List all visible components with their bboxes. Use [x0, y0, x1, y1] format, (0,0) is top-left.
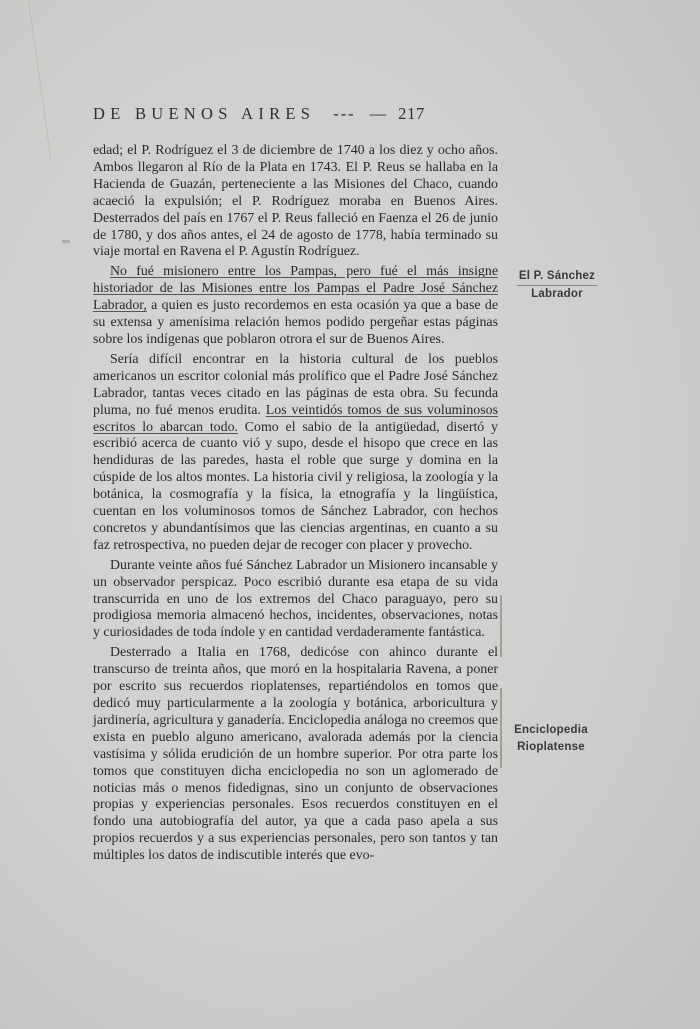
margin-note-line: Rioplatense — [517, 741, 585, 753]
margin-note-sanchez-labrador — [507, 268, 607, 303]
paragraph-2 — [93, 264, 498, 349]
paragraph-3-rest: Como el sabio de la antigüedad, disertó y escribió acerca de cuanto vió y supo, desde el hisopo que crece en las hendiduras de las paredes, hasta el roble que surge y domina en la cúspide de los altos montes. La historia civil y religiosa, la zoología y la botánica, la cosmografía y la física, la etnografía y la lingüística, cuentan en los voluminosos tomos de Sánchez Labrador, con hechos concretos y abundantísimos que las ciencias argentinas, en cuanto a su faz retrospectiva, no pueden dejar de recoger con placer y provecho. — [93, 419, 498, 553]
paragraph-3 — [93, 352, 498, 555]
paragraph-1: edad; el P. Rodríguez el 3 de diciembre de 1740 a los diez y ocho años. Ambos llegaron al Río de la Plata en 1743. El P. Reus se hallaba en la Hacienda de Guazán, perteneciente a las Misiones del Chaco, cuando acaeció la expulsión; el P. Rodríguez moraba en Buenos Aires. Desterrados del país en 1767 el P. Reus falleció en Faenza el 26 de junio de 1780, y dos años antes, el 24 de agosto de 1778, había terminado su viaje mortal en Ravena el P. Agustín Rodríguez. — [93, 143, 498, 260]
pencil-margin-line — [500, 688, 502, 768]
underlined-passage: No fué misionero entre los Pampas, pero fué el más insigne historiador de las Misiones entre los Pampas el Padre José Sánchez Labrador, — [93, 264, 498, 314]
margin-note-enciclopedia — [509, 722, 593, 756]
margin-note-line: Enciclopedia — [514, 724, 588, 736]
page-number: 217 — [398, 104, 425, 123]
pencil-margin-line — [500, 595, 502, 657]
body-text — [93, 143, 498, 865]
margin-note-line: El P. Sánchez — [517, 268, 597, 286]
header-dash: — — [369, 104, 387, 123]
paper-crease — [28, 0, 51, 158]
paragraph-5: Desterrado a Italia en 1768, dedicóse con ahinco durante el transcurso de treinta años, que moró en la hospitalaria Ravena, a poner por escrito sus recuerdos rioplatenses, repartiéndolos en tomos que dedicó muy particularmente a la zoología y botánica, arboricultura y jardinería, agricultura y ganadería. Enciclopedia análoga no creemos que exista en pueblo alguno americano, avalorada además por la ciencia vastísima y sólida erudición de un hombre superior. Por otra parte los tomos que constituyen dicha enciclopedia no son un aglomerado de noticias más o menos fidedignas, sino un conjunto de observaciones propias y experiencias personales. Esos recuerdos constituyen en el fondo una autobiografía del autor, ya que a cada paso apela a sus propios recuerdos y a sus experiencias personales, pero son tantos y tan múltiples los datos de indiscutible interés que evo- — [93, 645, 498, 864]
header-title: DE BUENOS AIRES — [93, 104, 316, 123]
underlined-passage: Los veintidós tomos de sus voluminosos escritos lo abarcan todo. — [93, 402, 498, 435]
header-dashes: --- — [333, 104, 356, 123]
paragraph-3-start: Sería difícil encontrar en la historia cultural de los pueblos americanos un escritor colonial más prolífico que el Padre José Sánchez Labrador, tantas veces citado en las páginas de esta obra. Su fecunda pluma, no fué menos erudita. — [93, 351, 498, 418]
running-header — [93, 104, 513, 124]
margin-note-line: Labrador — [531, 288, 583, 300]
paragraph-4: Durante veinte años fué Sánchez Labrador un Misionero incansable y un observador perspicaz. Poco escribió durante esa etapa de su vida transcurrida en uno de los extremos del Chaco paraguayo, pero su prodigiosa memoria almacenó hechos, incidentes, observaciones, notas y curiosidades de toda índole y en cantidad verdaderamente fantástica. — [93, 557, 498, 641]
paragraph-2-rest: a quien es justo recordemos en esta ocasión ya que a base de su extensa y amenísima relación hemos podido pergeñar estas páginas sobre los indígenas que poblaron otrora el sur de Buenos Aires. — [93, 298, 498, 347]
margin-smudge — [62, 240, 70, 243]
